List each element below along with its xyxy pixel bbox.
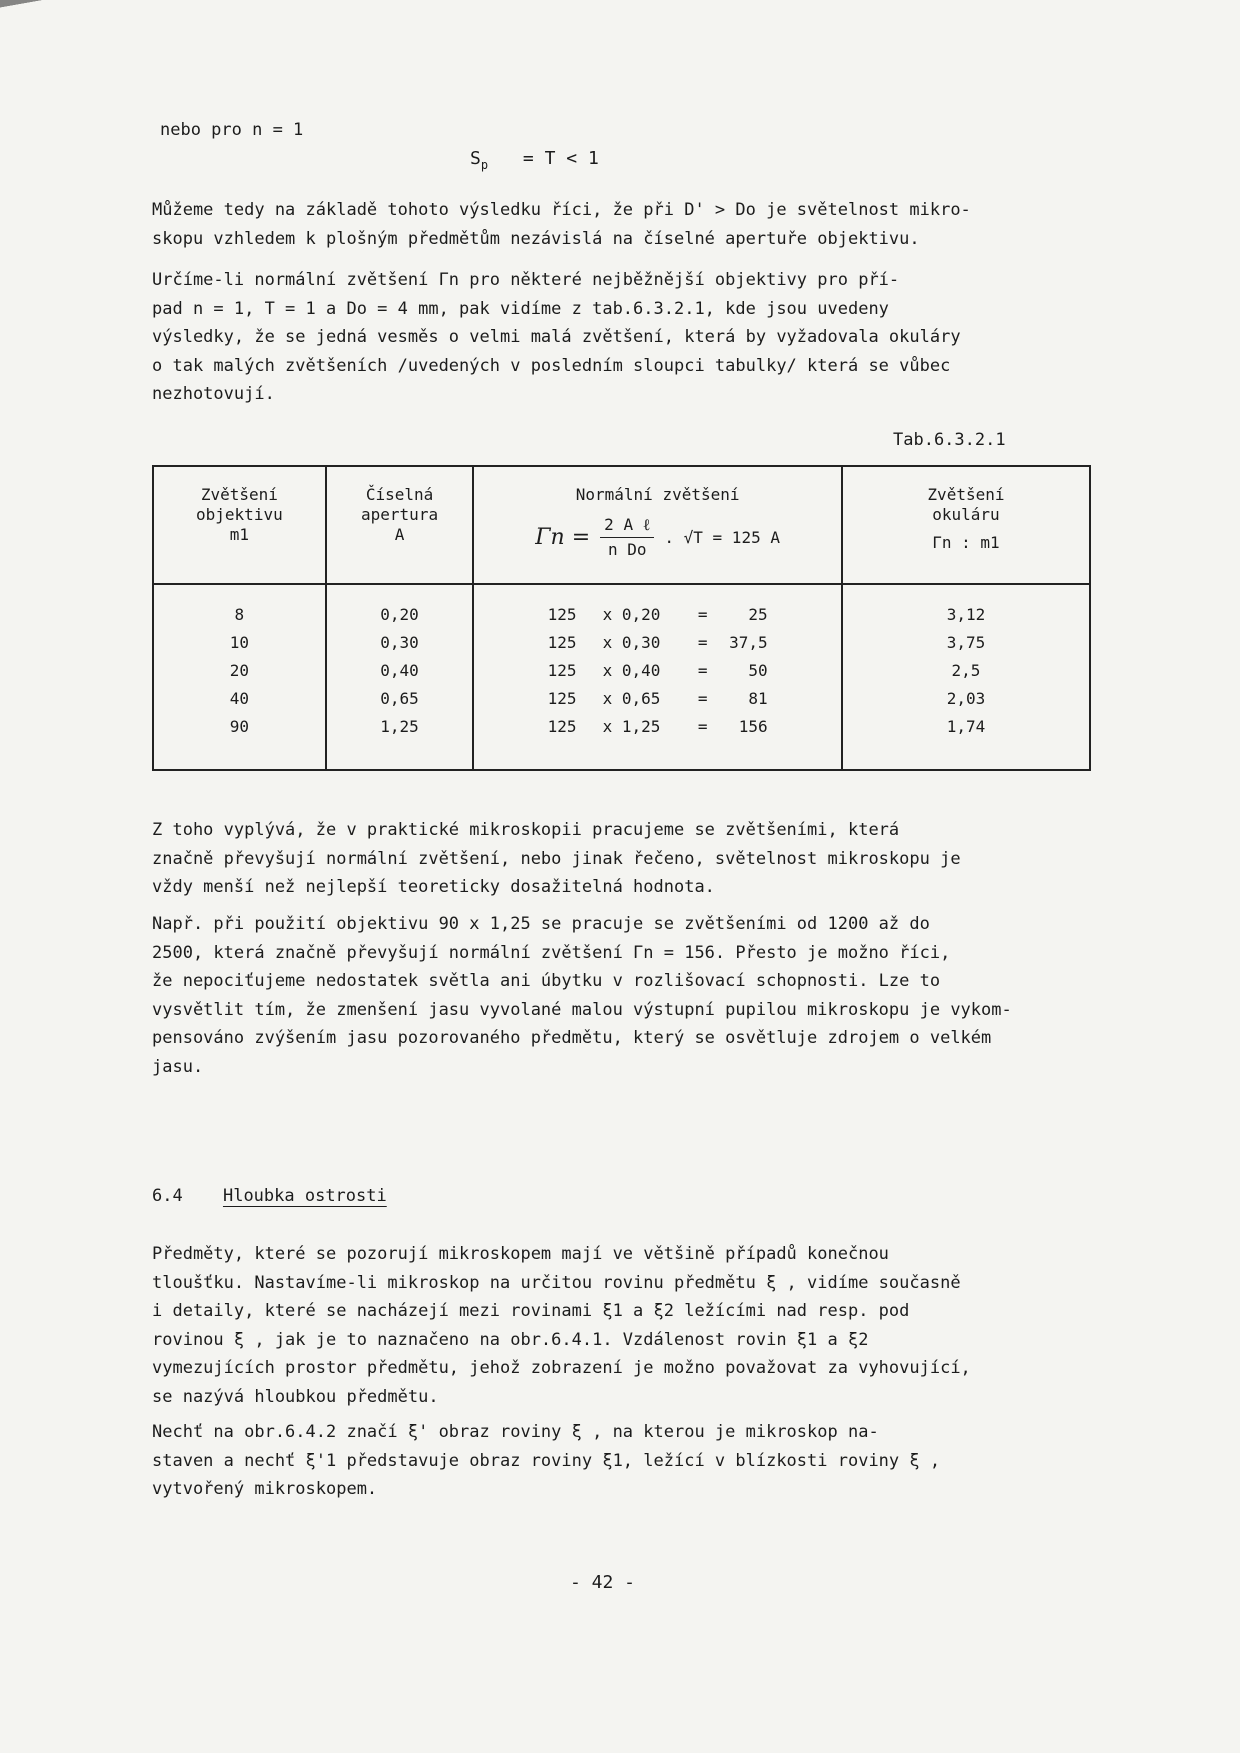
cell-eyepiece-3: 2,03 — [946, 689, 986, 708]
cell-objective-1: 10 — [229, 633, 249, 652]
table-caption: Tab.6.3.2.1 — [893, 430, 1006, 450]
intro-line: nebo pro n = 1 — [160, 120, 304, 140]
cell-normal-1: 125 x 0,30 = 37,5 — [547, 633, 768, 652]
paragraph-3: Z toho vyplývá, že v praktické mikroskopii pracujeme se zvětšeními, která značně převyšují normální zvětšení, nebo jinak řečeno, světelnost mikroskopu je vždy menší než nejlepší teoreticky dosažitelná hodnota. — [152, 820, 961, 897]
section-heading — [152, 1186, 387, 1206]
cell-aperture-0: 0,20 — [380, 605, 419, 624]
cell-eyepiece-0: 3,12 — [946, 605, 986, 624]
section-number: 6.4 — [152, 1186, 183, 1206]
cell-aperture-2: 0,40 — [380, 661, 419, 680]
header-objective: Zvětšení objektivu m1 — [196, 485, 283, 544]
header-eyepiece: Zvětšení okuláru — [927, 485, 1005, 524]
table-body — [153, 584, 1090, 770]
cell-aperture-3: 0,65 — [380, 689, 419, 708]
paragraph-2: Určíme-li normální zvětšení Γn pro některé nejběžnější objektivy pro pří- pad n = 1, T = 1 a Do = 4 mm, pak vidíme z tab.6.3.2.1, kde jsou uvedeny výsledky, že se jedná vesměs o velmi malá zvětšení, která by vyžadovala okuláry o tak malých zvětšeních /uvedených v posledním sloupci tabulky/ která se vůbec nezhotovují. — [152, 270, 961, 404]
paragraph-5: Předměty, které se pozorují mikroskopem mají ve většině případů konečnou tloušťku. Nastavíme-li mikroskop na určitou rovinu předmětu ξ , vidíme současně i detaily, které se nacházejí mezi rovinami ξ1 a ξ2 ležícími nad resp. pod rovinou ξ , jak je to naznačeno na obr.6.4.1. Vzdálenost rovin ξ1 a ξ2 vymezujících prostor předmětu, jehož zobrazení je možno považovat za vyhovující, se nazývá hloubkou předmětu. — [152, 1244, 971, 1407]
cell-aperture-1: 0,30 — [380, 633, 419, 652]
paragraph-6: Nechť na obr.6.4.2 značí ξ' obraz roviny ξ , na kterou je mikroskop na- staven a nechť ξ'1 představuje obraz roviny ξ1, ležící v blízkosti roviny ξ , vytvořený mikroskopem. — [152, 1422, 941, 1499]
cell-objective-4: 90 — [229, 717, 249, 736]
scan-corner-mark — [0, 0, 60, 14]
cell-objective-3: 40 — [229, 689, 249, 708]
paragraph-4: Např. při použití objektivu 90 x 1,25 se pracuje se zvětšeními od 1200 až do 2500, která značně převyšují normální zvětšení Γn = 156. Přesto je možno říci, že nepociťujeme nedostatek světla ani úbytku v rozlišovací schopnosti. Lze to vysvětlit tím, že zmenšení jasu vyvolané malou výstupní pupilou mikroskopu je vykom- pensováno zvýšením jasu pozorovaného předmětu, který se osvětluje zdrojem o velkém jasu. — [152, 914, 1012, 1077]
cell-normal-4: 125 x 1,25 = 156 — [547, 717, 768, 736]
cell-eyepiece-4: 1,74 — [946, 717, 986, 736]
column-aperture — [327, 585, 473, 741]
cell-eyepiece-2: 2,5 — [951, 661, 981, 680]
column-normal — [474, 585, 841, 741]
cell-objective-0: 8 — [234, 605, 245, 624]
cell-normal-2: 125 x 0,40 = 50 — [547, 661, 768, 680]
header-aperture: Číselná apertura A — [361, 485, 439, 544]
eyepiece-formula: Γn : m1 — [932, 533, 1000, 552]
column-objective — [154, 585, 325, 741]
table-header-row — [153, 466, 1090, 584]
cell-normal-0: 125 x 0,20 = 25 — [547, 605, 768, 624]
cell-eyepiece-1: 3,75 — [946, 633, 986, 652]
cell-aperture-4: 1,25 — [380, 717, 419, 736]
page-number: - 42 - — [570, 1572, 636, 1593]
cell-objective-2: 20 — [229, 661, 249, 680]
header-normal-magnification: Normální zvětšení — [575, 485, 740, 504]
normal-magnification-formula: Γn = $\frac{\text{2 A ℓ}}{\text{n Do}}$ . √T = 125 A — [535, 515, 780, 559]
column-eyepiece — [843, 585, 1089, 741]
magnification-table — [152, 465, 1091, 771]
formula-sp: $S_p = T < 1$ — [470, 148, 599, 172]
paragraph-1: Můžeme tedy na základě tohoto výsledku říci, že při D' > Do je světelnost mikro- skopu vzhledem k plošným předmětům nezávislá na číselné apertuře objektivu. — [152, 200, 971, 249]
section-title: Hloubka ostrosti — [222, 1186, 387, 1206]
cell-normal-3: 125 x 0,65 = 81 — [547, 689, 768, 708]
